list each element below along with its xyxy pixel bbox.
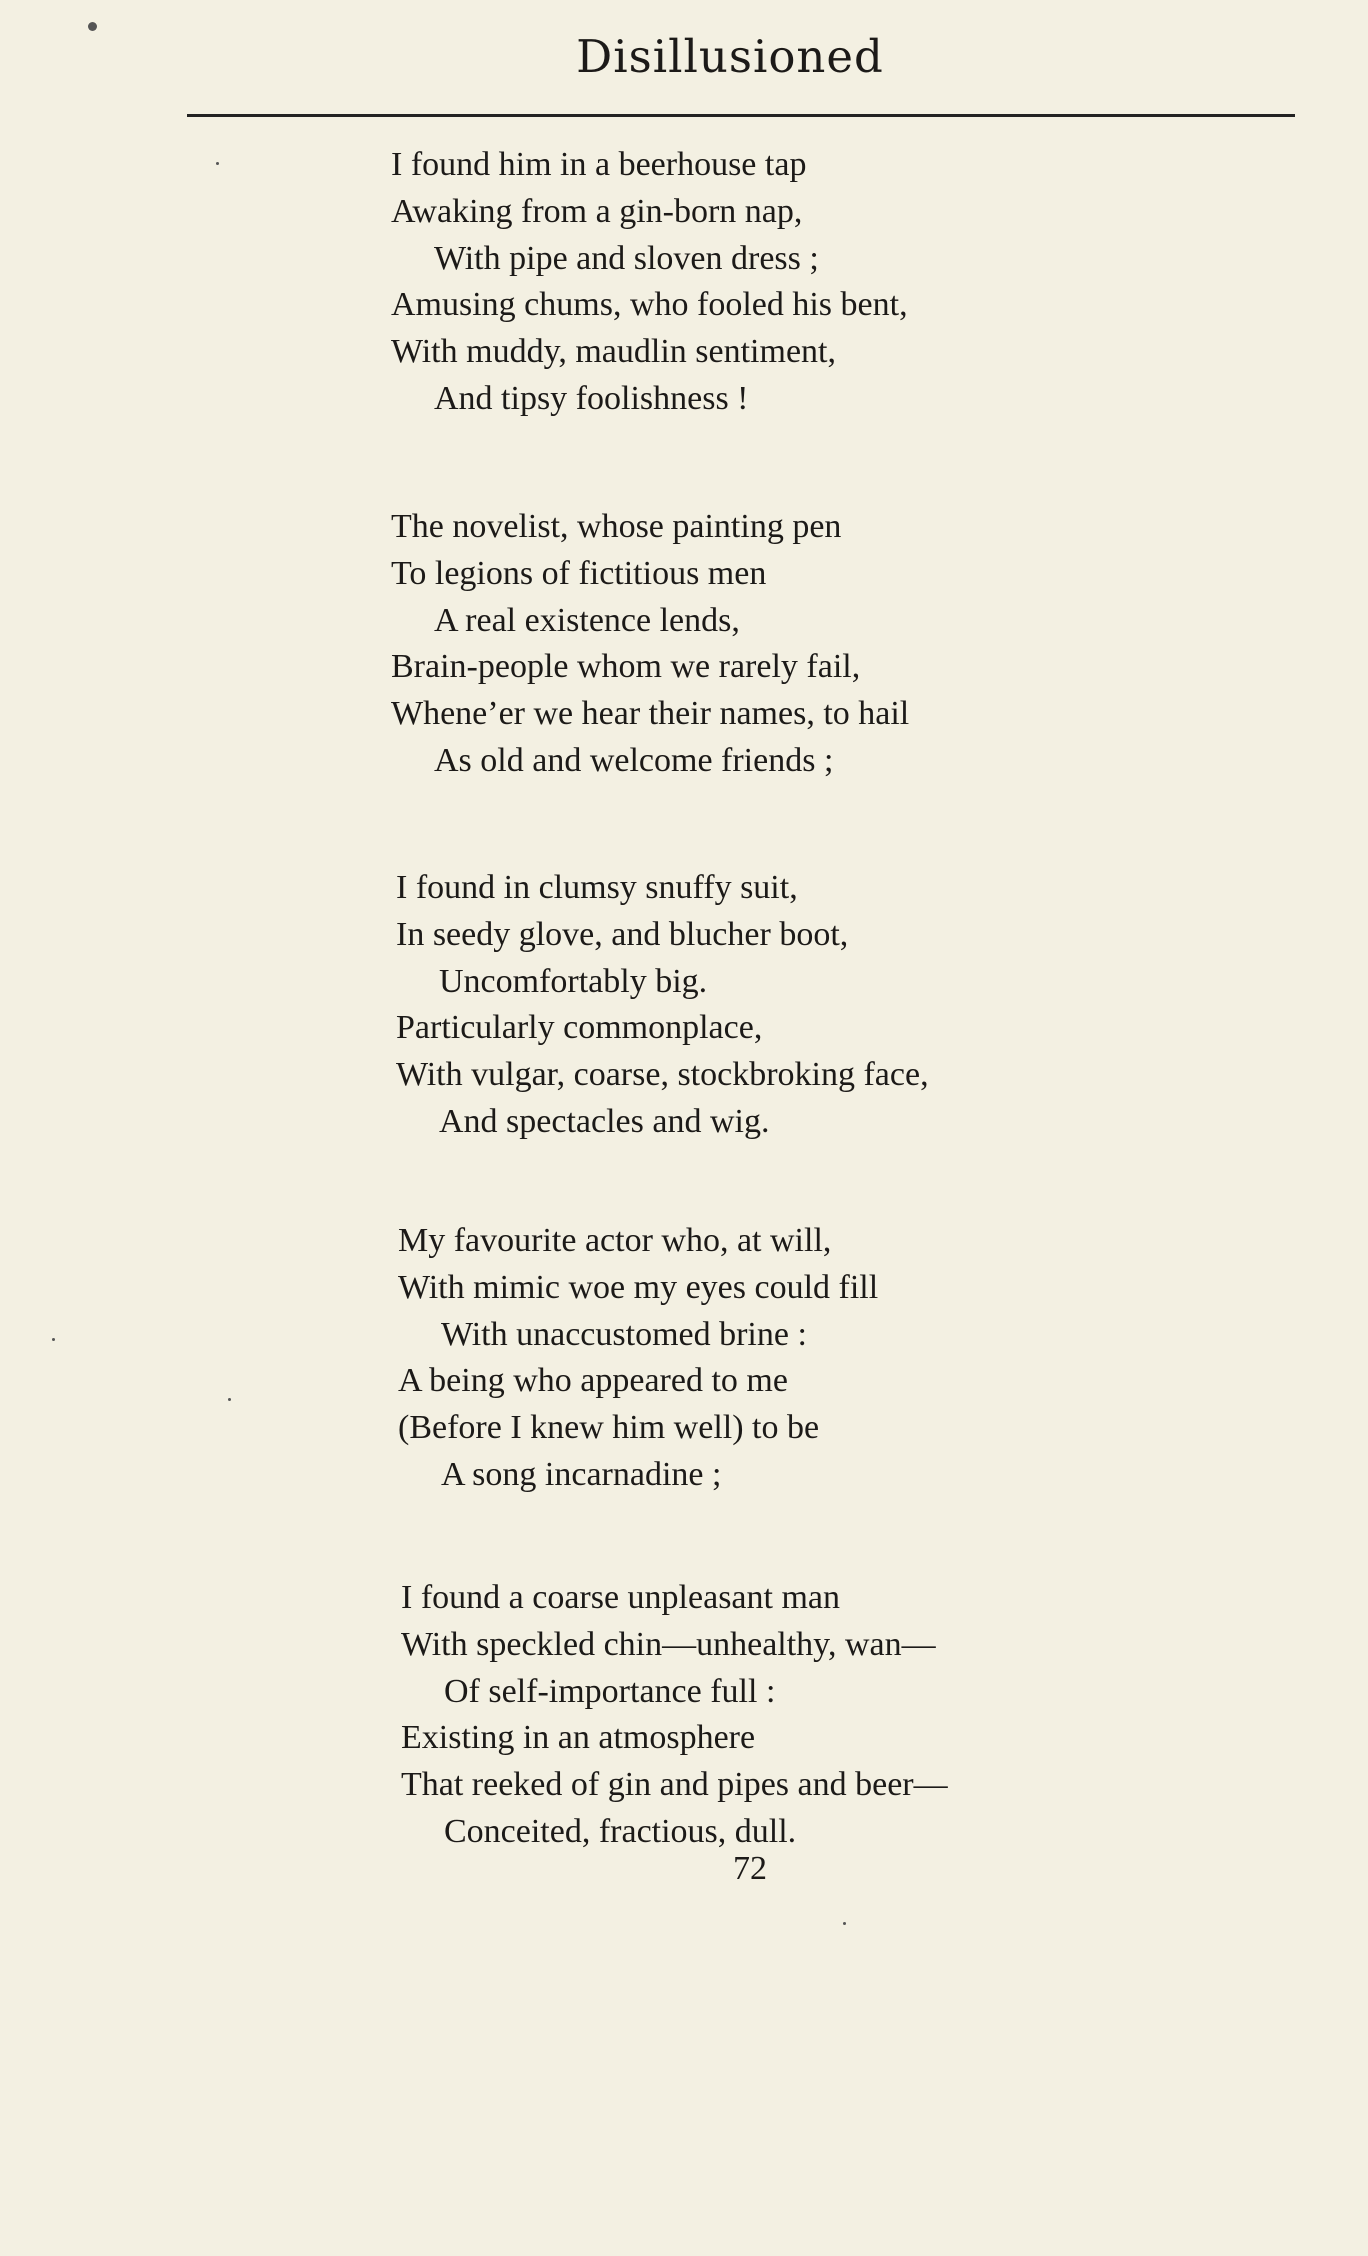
poem-line: Whene’er we hear their names, to hail — [391, 695, 910, 733]
poem-line: Brain-people whom we rarely fail, — [391, 648, 861, 686]
stanza-2 — [391, 504, 909, 785]
poem-line: Conceited, fractious, dull. — [444, 1812, 797, 1850]
poem-line: With muddy, maudlin sentiment, — [391, 333, 836, 371]
poem-line: A being who appeared to me — [398, 1362, 788, 1400]
stanza-5 — [401, 1575, 948, 1856]
poem-line: Uncomfortably big. — [439, 962, 708, 1000]
poem-line: Existing in an atmosphere — [401, 1719, 756, 1757]
poem-line: The novelist, whose painting pen — [391, 508, 842, 545]
poem-line: And tipsy foolishness ! — [434, 379, 749, 417]
poem-line: I found in clumsy snuffy suit, — [396, 869, 798, 906]
poem-line: (Before I knew him well) to be — [398, 1409, 820, 1447]
poem-line: With vulgar, coarse, stockbroking face, — [396, 1056, 929, 1094]
ink-speck — [843, 1922, 846, 1925]
poem-line: A song incarnadine ; — [441, 1455, 722, 1493]
page-number: 72 — [733, 1850, 767, 1887]
poem-line: In seedy glove, and blucher boot, — [396, 915, 849, 953]
stanza-4 — [398, 1218, 878, 1499]
poem-line: Awaking from a gin-born nap, — [391, 192, 803, 230]
poem-line: With speckled chin—unhealthy, wan— — [401, 1625, 936, 1663]
ink-speck — [52, 1338, 55, 1341]
ink-speck — [216, 162, 219, 165]
poem-line: With unaccustomed brine : — [441, 1315, 807, 1353]
poem-line: Particularly commonplace, — [396, 1009, 763, 1047]
poem-line: As old and welcome friends ; — [434, 741, 834, 779]
poem-line: A real existence lends, — [434, 601, 740, 639]
ink-speck — [88, 22, 97, 31]
poem-line: My favourite actor who, at will, — [398, 1222, 832, 1259]
poem-line: With pipe and sloven dress ; — [434, 239, 819, 277]
poem-line: I found him in a beerhouse tap — [391, 146, 807, 183]
poem-line: That reeked of gin and pipes and beer— — [401, 1766, 948, 1804]
poem-line: Of self-importance full : — [444, 1672, 776, 1710]
poem-line: Amusing chums, who fooled his bent, — [391, 286, 908, 324]
poem-line: With mimic woe my eyes could fill — [398, 1268, 879, 1306]
stanza-1 — [391, 142, 908, 423]
ink-speck — [228, 1398, 231, 1401]
poem-line: And spectacles and wig. — [439, 1102, 770, 1140]
page-title: Disillusioned — [576, 30, 884, 83]
header-rule — [187, 114, 1295, 117]
poem-line: I found a coarse unpleasant man — [401, 1579, 840, 1616]
poem-line: To legions of fictitious men — [391, 554, 767, 592]
stanza-3 — [396, 865, 929, 1146]
